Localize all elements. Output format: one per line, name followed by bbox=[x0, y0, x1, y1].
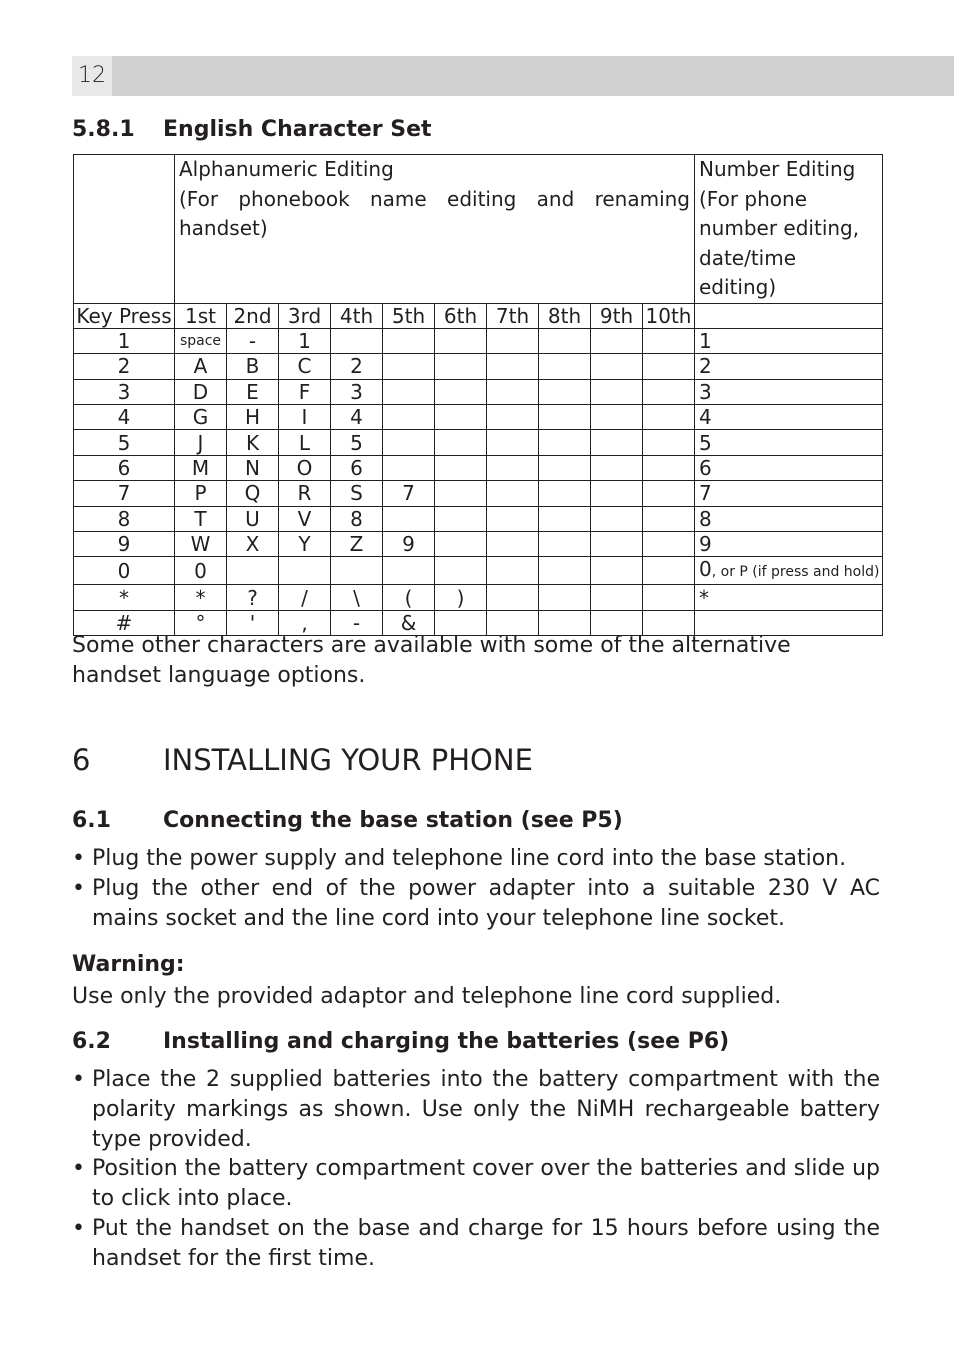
char-cell: 7th bbox=[487, 303, 539, 328]
key-cell: 0 bbox=[74, 557, 175, 585]
char-cell bbox=[643, 430, 695, 455]
table-row bbox=[74, 328, 883, 353]
page-number: 12 bbox=[72, 56, 112, 96]
number-header-line: date/time editing) bbox=[699, 245, 797, 299]
char-cell: C bbox=[279, 354, 331, 379]
char-cell: F bbox=[279, 379, 331, 404]
table-row bbox=[74, 455, 883, 480]
number-cell: 6 bbox=[695, 455, 883, 480]
char-cell: 5th bbox=[383, 303, 435, 328]
char-cell bbox=[591, 506, 643, 531]
table-row bbox=[74, 557, 883, 585]
char-cell: T bbox=[175, 506, 227, 531]
char-cell: 0 bbox=[175, 557, 227, 585]
char-cell bbox=[643, 328, 695, 353]
char-cell: ? bbox=[227, 585, 279, 610]
char-cell bbox=[435, 379, 487, 404]
char-cell: E bbox=[227, 379, 279, 404]
char-cell: - bbox=[331, 610, 383, 635]
char-cell: L bbox=[279, 430, 331, 455]
character-set-table bbox=[73, 154, 883, 636]
char-cell bbox=[591, 557, 643, 585]
number-cell: 1 bbox=[695, 328, 883, 353]
number-cell: * bbox=[695, 585, 883, 610]
bullet-item: • Place the 2 supplied batteries into the battery compartment with the polarity markings as shown. Use only the NiMH rechargeable battery type provided. bbox=[72, 1065, 880, 1154]
alpha-header-title: Alphanumeric Editing bbox=[179, 157, 394, 181]
number-cell: 9 bbox=[695, 532, 883, 557]
char-cell bbox=[435, 481, 487, 506]
table-row bbox=[74, 354, 883, 379]
section-title: Connecting the base station (see P5) bbox=[163, 808, 623, 833]
char-cell bbox=[383, 506, 435, 531]
char-cell bbox=[331, 557, 383, 585]
char-cell bbox=[591, 430, 643, 455]
section-heading-61 bbox=[72, 808, 623, 833]
char-cell: W bbox=[175, 532, 227, 557]
char-cell bbox=[383, 328, 435, 353]
char-cell: ° bbox=[175, 610, 227, 635]
alpha-editing-header bbox=[175, 155, 695, 304]
number-cell bbox=[695, 557, 883, 585]
char-cell bbox=[435, 557, 487, 585]
char-cell bbox=[279, 557, 331, 585]
char-cell: 4 bbox=[331, 405, 383, 430]
char-cell: 5 bbox=[331, 430, 383, 455]
char-cell: H bbox=[227, 405, 279, 430]
char-cell bbox=[591, 328, 643, 353]
char-cell bbox=[435, 455, 487, 480]
char-cell bbox=[435, 405, 487, 430]
char-cell: 6 bbox=[331, 455, 383, 480]
char-cell bbox=[643, 585, 695, 610]
char-cell: ( bbox=[383, 585, 435, 610]
number-header-line: Number Editing bbox=[699, 157, 856, 181]
zero-number-note: , or P (if press and hold) bbox=[711, 564, 880, 581]
char-cell bbox=[383, 379, 435, 404]
section-heading-581 bbox=[72, 117, 432, 142]
char-cell bbox=[383, 455, 435, 480]
char-cell bbox=[643, 455, 695, 480]
section-number: 5.8.1 bbox=[72, 117, 135, 142]
character-note: Some other characters are available with some of the alternative handset language options. bbox=[72, 633, 791, 688]
table-row bbox=[74, 532, 883, 557]
char-cell bbox=[539, 506, 591, 531]
section-heading-62 bbox=[72, 1029, 729, 1054]
char-cell bbox=[539, 455, 591, 480]
char-cell bbox=[539, 532, 591, 557]
number-editing-header bbox=[695, 155, 883, 304]
chapter-number: 6 bbox=[72, 743, 91, 777]
char-cell bbox=[383, 430, 435, 455]
number-cell: 8 bbox=[695, 506, 883, 531]
char-cell: 6th bbox=[435, 303, 487, 328]
char-cell bbox=[539, 481, 591, 506]
char-cell: 4th bbox=[331, 303, 383, 328]
number-cell: 3 bbox=[695, 379, 883, 404]
char-cell bbox=[487, 532, 539, 557]
char-cell: 1st bbox=[175, 303, 227, 328]
char-cell: 1 bbox=[279, 328, 331, 353]
key-cell: 6 bbox=[74, 455, 175, 480]
char-cell bbox=[643, 506, 695, 531]
char-cell bbox=[591, 405, 643, 430]
char-cell: X bbox=[227, 532, 279, 557]
char-cell bbox=[539, 354, 591, 379]
key-cell: 2 bbox=[74, 354, 175, 379]
bullet-item: • Plug the other end of the power adapter into a suitable 230 V AC mains socket and the line cord into your telephone line socket. bbox=[72, 874, 880, 934]
char-cell bbox=[487, 405, 539, 430]
char-cell bbox=[643, 481, 695, 506]
connecting-bullets bbox=[72, 844, 880, 933]
char-cell bbox=[591, 481, 643, 506]
number-cell: 5 bbox=[695, 430, 883, 455]
char-cell bbox=[487, 481, 539, 506]
number-cell: 2 bbox=[695, 354, 883, 379]
bullet-item: • Plug the power supply and telephone line cord into the base station. bbox=[72, 844, 880, 874]
char-cell bbox=[435, 532, 487, 557]
char-cell: ) bbox=[435, 585, 487, 610]
char-cell: space bbox=[175, 328, 227, 353]
char-cell: 9th bbox=[591, 303, 643, 328]
char-cell: , bbox=[279, 610, 331, 635]
char-cell: R bbox=[279, 481, 331, 506]
key-cell: 4 bbox=[74, 405, 175, 430]
char-cell: 3rd bbox=[279, 303, 331, 328]
char-cell bbox=[591, 455, 643, 480]
char-cell bbox=[383, 354, 435, 379]
char-cell: V bbox=[279, 506, 331, 531]
char-cell: J bbox=[175, 430, 227, 455]
char-cell bbox=[227, 557, 279, 585]
number-cell: 7 bbox=[695, 481, 883, 506]
alpha-header-sub: (For phonebook name editing and renaming handset) bbox=[179, 186, 690, 240]
char-cell bbox=[487, 379, 539, 404]
char-cell: \ bbox=[331, 585, 383, 610]
bullet-item: • Position the battery compartment cover over the batteries and slide up to click into place. bbox=[72, 1154, 880, 1214]
char-cell: 10th bbox=[643, 303, 695, 328]
number-cell: 4 bbox=[695, 405, 883, 430]
char-cell bbox=[539, 585, 591, 610]
battery-bullets bbox=[72, 1065, 880, 1274]
char-cell: Z bbox=[331, 532, 383, 557]
char-cell: D bbox=[175, 379, 227, 404]
char-cell bbox=[487, 354, 539, 379]
char-cell bbox=[487, 557, 539, 585]
char-cell: M bbox=[175, 455, 227, 480]
char-cell bbox=[539, 379, 591, 404]
char-cell: 8 bbox=[331, 506, 383, 531]
key-cell: 3 bbox=[74, 379, 175, 404]
char-cell bbox=[643, 405, 695, 430]
char-cell: U bbox=[227, 506, 279, 531]
number-cell bbox=[695, 303, 883, 328]
table-row bbox=[74, 405, 883, 430]
char-cell bbox=[539, 430, 591, 455]
char-cell: O bbox=[279, 455, 331, 480]
char-cell: Q bbox=[227, 481, 279, 506]
key-cell: 1 bbox=[74, 328, 175, 353]
table-row bbox=[74, 379, 883, 404]
char-cell: 2nd bbox=[227, 303, 279, 328]
char-cell bbox=[435, 328, 487, 353]
char-cell: 7 bbox=[383, 481, 435, 506]
char-cell bbox=[487, 430, 539, 455]
char-cell bbox=[383, 557, 435, 585]
key-cell: 9 bbox=[74, 532, 175, 557]
chapter-heading-6 bbox=[72, 743, 533, 777]
section-number: 6.2 bbox=[72, 1029, 111, 1054]
char-cell: 3 bbox=[331, 379, 383, 404]
char-cell bbox=[591, 354, 643, 379]
char-cell: 9 bbox=[383, 532, 435, 557]
char-cell bbox=[539, 557, 591, 585]
char-cell bbox=[331, 328, 383, 353]
char-cell: 2 bbox=[331, 354, 383, 379]
key-cell: * bbox=[74, 585, 175, 610]
char-cell: 8th bbox=[539, 303, 591, 328]
key-cell: 5 bbox=[74, 430, 175, 455]
char-cell: ' bbox=[227, 610, 279, 635]
char-cell bbox=[435, 354, 487, 379]
char-cell bbox=[539, 328, 591, 353]
key-cell: 8 bbox=[74, 506, 175, 531]
warning-text: Use only the provided adaptor and telephone line cord supplied. bbox=[72, 984, 782, 1009]
char-cell bbox=[643, 557, 695, 585]
char-cell: K bbox=[227, 430, 279, 455]
bullet-item: • Put the handset on the base and charge for 15 hours before using the handset for the first time. bbox=[72, 1214, 880, 1274]
char-cell bbox=[591, 585, 643, 610]
char-cell: & bbox=[383, 610, 435, 635]
char-cell bbox=[487, 585, 539, 610]
char-cell bbox=[591, 379, 643, 404]
corner-cell bbox=[74, 155, 175, 304]
section-number: 6.1 bbox=[72, 808, 111, 833]
warning-label: Warning: bbox=[72, 952, 185, 977]
char-cell: N bbox=[227, 455, 279, 480]
char-cell: P bbox=[175, 481, 227, 506]
number-header-line: (For phone bbox=[699, 186, 807, 211]
char-cell: I bbox=[279, 405, 331, 430]
table-row bbox=[74, 481, 883, 506]
char-cell bbox=[435, 506, 487, 531]
char-cell: * bbox=[175, 585, 227, 610]
key-cell: # bbox=[74, 610, 175, 635]
table-header-row bbox=[74, 303, 883, 328]
char-cell bbox=[487, 328, 539, 353]
table-row bbox=[74, 506, 883, 531]
char-cell: / bbox=[279, 585, 331, 610]
char-cell bbox=[643, 354, 695, 379]
section-title: English Character Set bbox=[163, 117, 432, 142]
char-cell: - bbox=[227, 328, 279, 353]
number-header-line: number editing, bbox=[699, 216, 860, 240]
char-cell bbox=[591, 532, 643, 557]
char-cell bbox=[487, 506, 539, 531]
char-cell: G bbox=[175, 405, 227, 430]
table-row bbox=[74, 585, 883, 610]
char-cell bbox=[487, 455, 539, 480]
table-row bbox=[74, 430, 883, 455]
char-cell bbox=[643, 532, 695, 557]
chapter-title: INSTALLING YOUR PHONE bbox=[163, 743, 533, 777]
char-cell bbox=[383, 405, 435, 430]
char-cell bbox=[643, 379, 695, 404]
zero-number-value: 0 bbox=[699, 557, 712, 582]
key-cell: 7 bbox=[74, 481, 175, 506]
char-cell bbox=[539, 405, 591, 430]
char-cell: S bbox=[331, 481, 383, 506]
char-cell: B bbox=[227, 354, 279, 379]
section-title: Installing and charging the batteries (see P6) bbox=[163, 1029, 730, 1054]
key-cell: Key Press bbox=[74, 303, 175, 328]
char-cell: Y bbox=[279, 532, 331, 557]
char-cell bbox=[435, 430, 487, 455]
page-header-bar bbox=[72, 56, 954, 96]
char-cell: A bbox=[175, 354, 227, 379]
